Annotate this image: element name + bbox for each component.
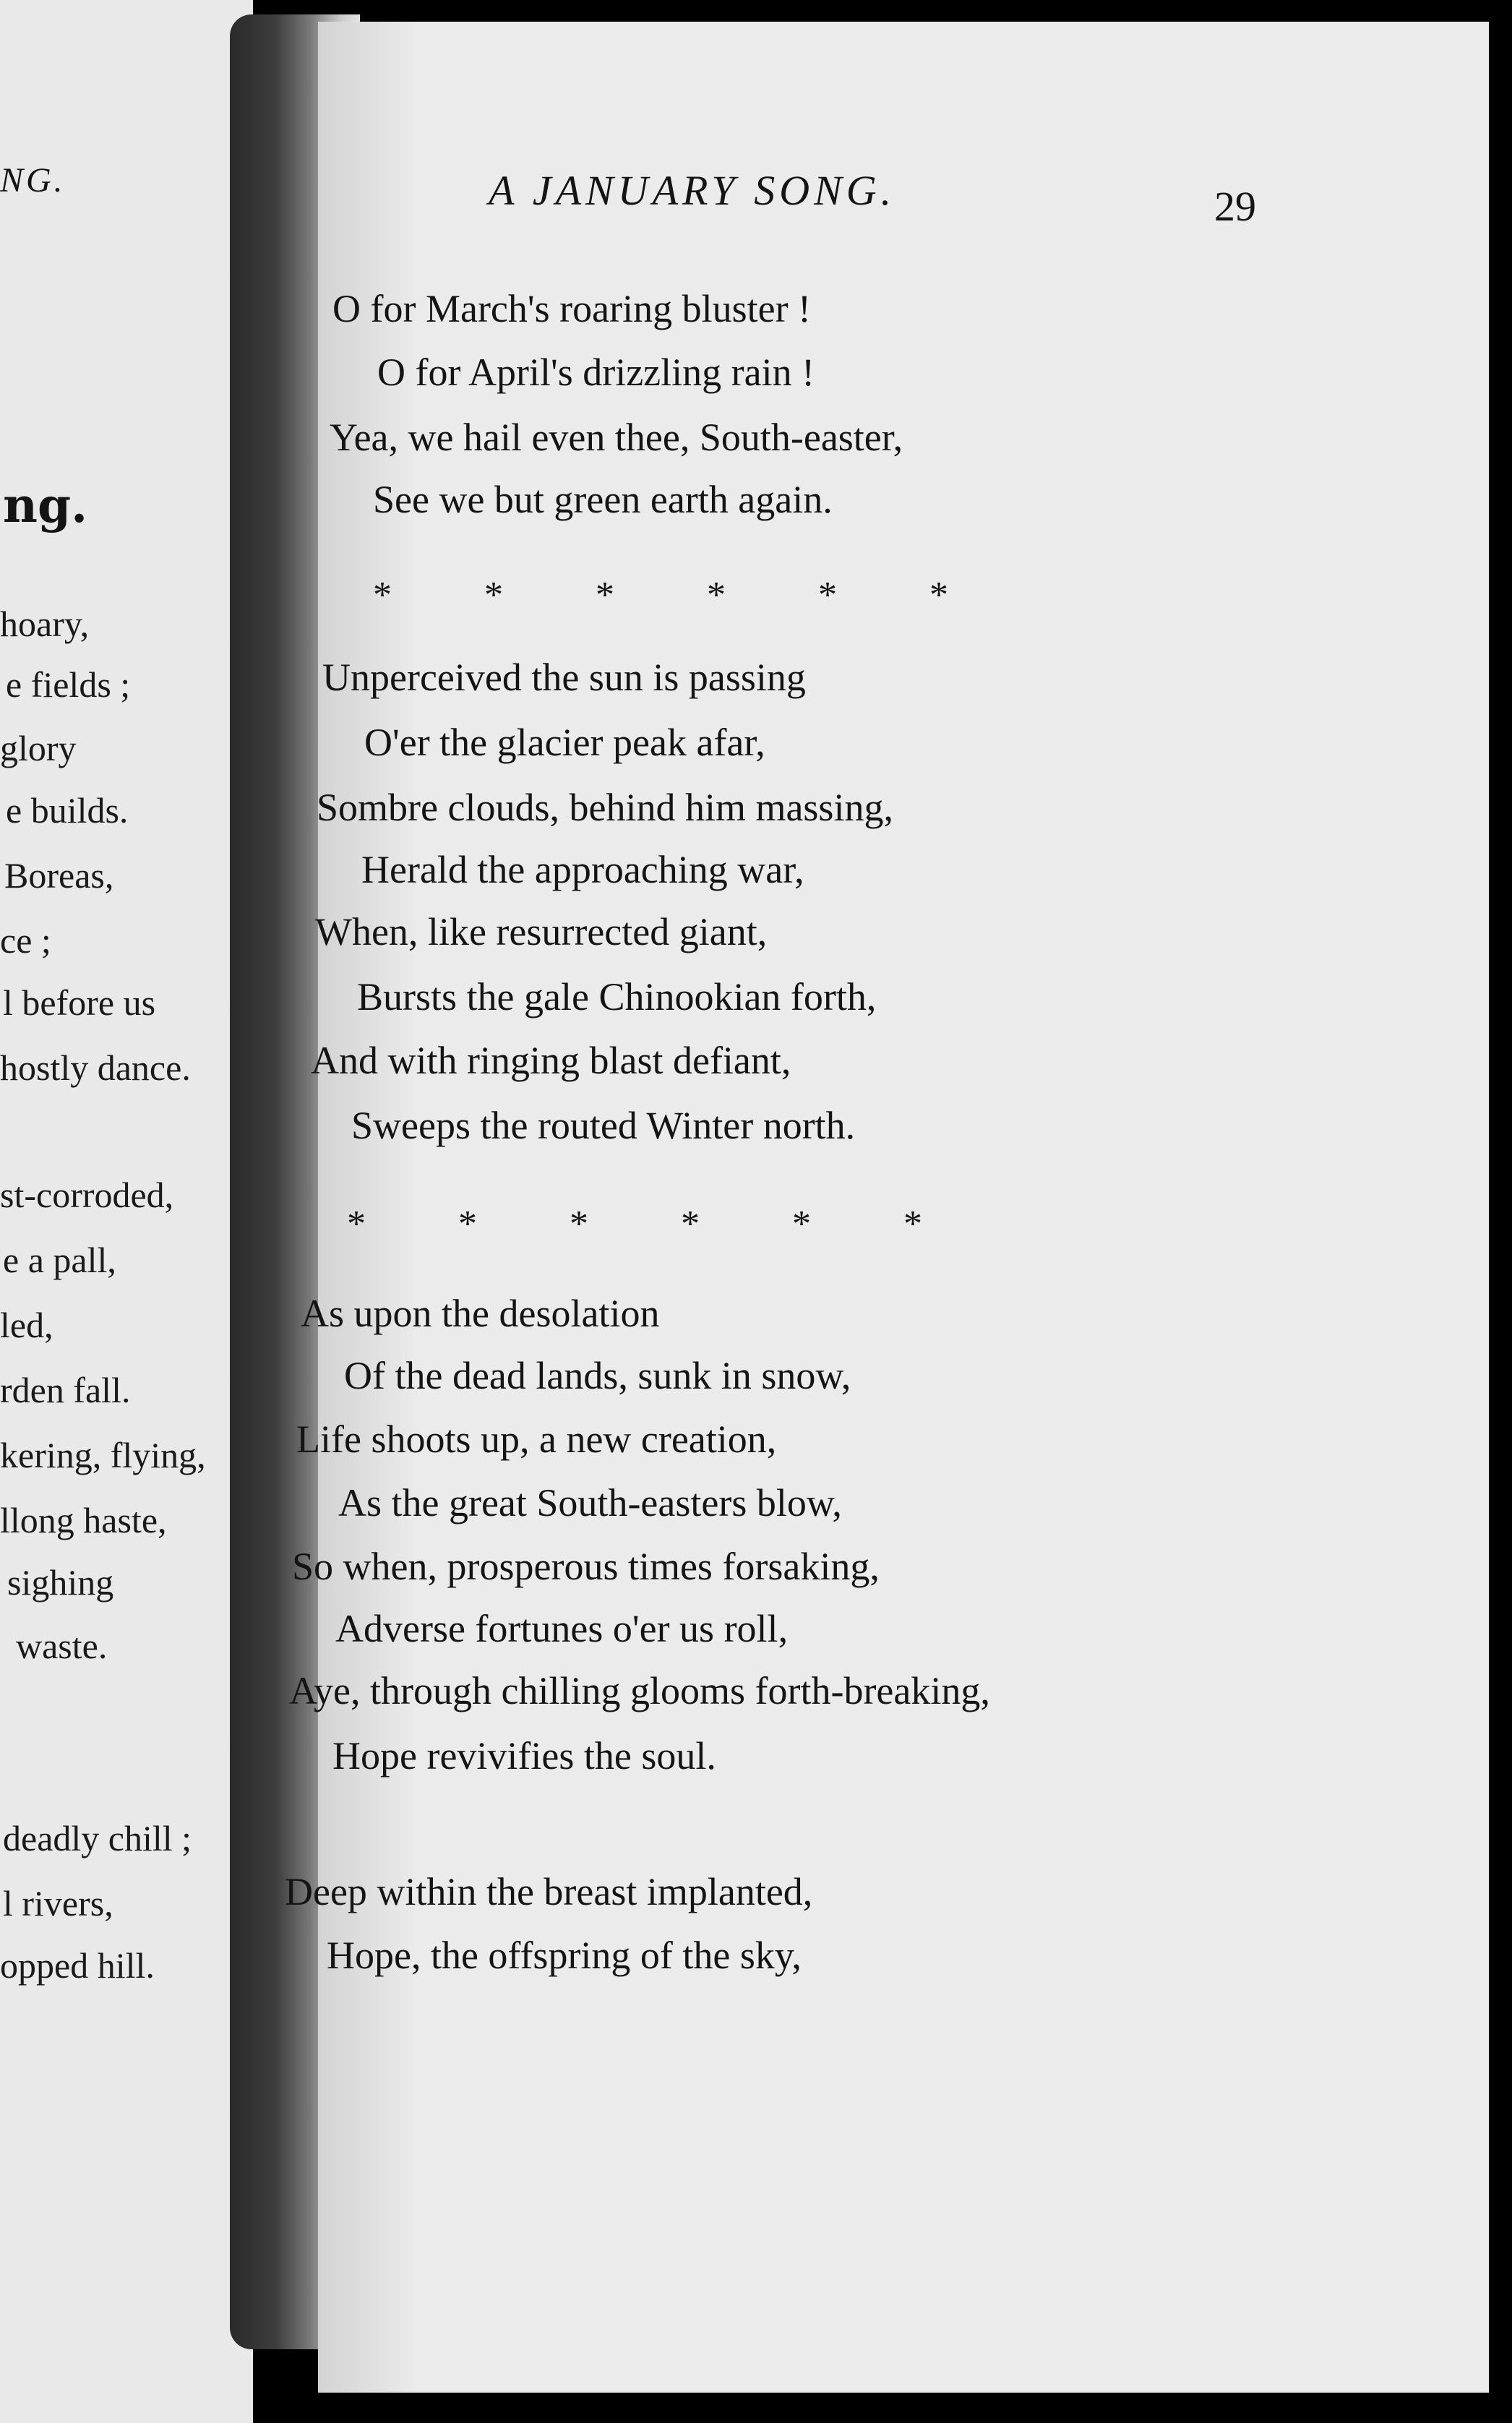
poem-line: Bursts the gale Chinookian forth, (357, 975, 877, 1018)
left-line: led, (0, 1305, 53, 1345)
separator-star: * (458, 1204, 477, 1245)
left-line: e a pall, (3, 1240, 116, 1280)
left-line: st-corroded, (0, 1175, 174, 1215)
left-line: e builds. (6, 790, 129, 831)
poem-line: O'er the glacier peak afar, (364, 721, 765, 764)
left-running-head: NG. (0, 161, 66, 200)
poem-line: See we but green earth again. (373, 478, 833, 521)
separator-star: * (681, 1204, 700, 1245)
running-head: A JANUARY SONG. (489, 167, 896, 214)
poem-line: As upon the desolation (301, 1292, 660, 1335)
left-line: opped hill. (0, 1945, 155, 1986)
left-line: waste. (16, 1626, 108, 1666)
poem-line: Yea, we hail even thee, South-easter, (330, 416, 903, 459)
separator-star: * (570, 1204, 588, 1245)
poem-line: Sombre clouds, behind him massing, (317, 786, 893, 829)
left-line: rden fall. (0, 1370, 131, 1410)
left-line: l before us (3, 982, 156, 1023)
separator-star: * (596, 575, 614, 616)
poem-line: Of the dead lands, sunk in snow, (344, 1354, 851, 1397)
separator-star: * (707, 575, 726, 616)
separator-star: * (347, 1204, 366, 1245)
left-line: sighing (7, 1562, 114, 1603)
poem-line: Unperceived the sun is passing (322, 656, 806, 699)
separator-star: * (792, 1204, 811, 1245)
left-line: e fields ; (6, 664, 131, 705)
stanza-separator (347, 1206, 1015, 1243)
separator-star: * (903, 1204, 922, 1245)
left-line: deadly chill ; (3, 1818, 192, 1858)
poem-line: Aye, through chilling glooms forth-breaking, (289, 1669, 990, 1712)
poem-line: And with ringing blast defiant, (311, 1039, 791, 1082)
left-line: hostly dance. (0, 1047, 191, 1088)
poem-line: As the great South-easters blow, (338, 1481, 842, 1524)
poem-line: Sweeps the routed Winter north. (351, 1104, 856, 1147)
poem-line: So when, prosperous times forsaking, (292, 1545, 880, 1588)
left-line: ce ; (0, 920, 51, 961)
page-number: 29 (1214, 183, 1256, 230)
poem-line: When, like resurrected giant, (315, 910, 768, 953)
left-line: Boreas, (4, 855, 114, 896)
poem-line: Adverse fortunes o'er us roll, (335, 1607, 789, 1650)
stanza-separator (373, 577, 1041, 614)
poem-line: O for April's drizzling rain ! (377, 351, 815, 394)
poem-line: Deep within the breast implanted, (285, 1870, 813, 1913)
separator-star: * (929, 575, 948, 616)
left-line: llong haste, (0, 1500, 167, 1540)
left-line: glory (0, 728, 77, 768)
poem-line: Herald the approaching war, (361, 848, 804, 891)
poem-line: Hope revivifies the soul. (332, 1734, 716, 1777)
left-line: kering, flying, (0, 1435, 206, 1475)
left-line: hoary, (0, 604, 90, 644)
left-title-fragment: ng. (3, 477, 88, 533)
left-line: l rivers, (3, 1883, 113, 1924)
poem-line: Life shoots up, a new creation, (296, 1418, 777, 1461)
separator-star: * (484, 575, 503, 616)
poem-line: O for March's roaring bluster ! (332, 287, 812, 330)
separator-star: * (818, 575, 837, 616)
poem-line: Hope, the offspring of the sky, (327, 1934, 802, 1977)
separator-star: * (373, 575, 392, 616)
left-page (0, 0, 253, 2423)
